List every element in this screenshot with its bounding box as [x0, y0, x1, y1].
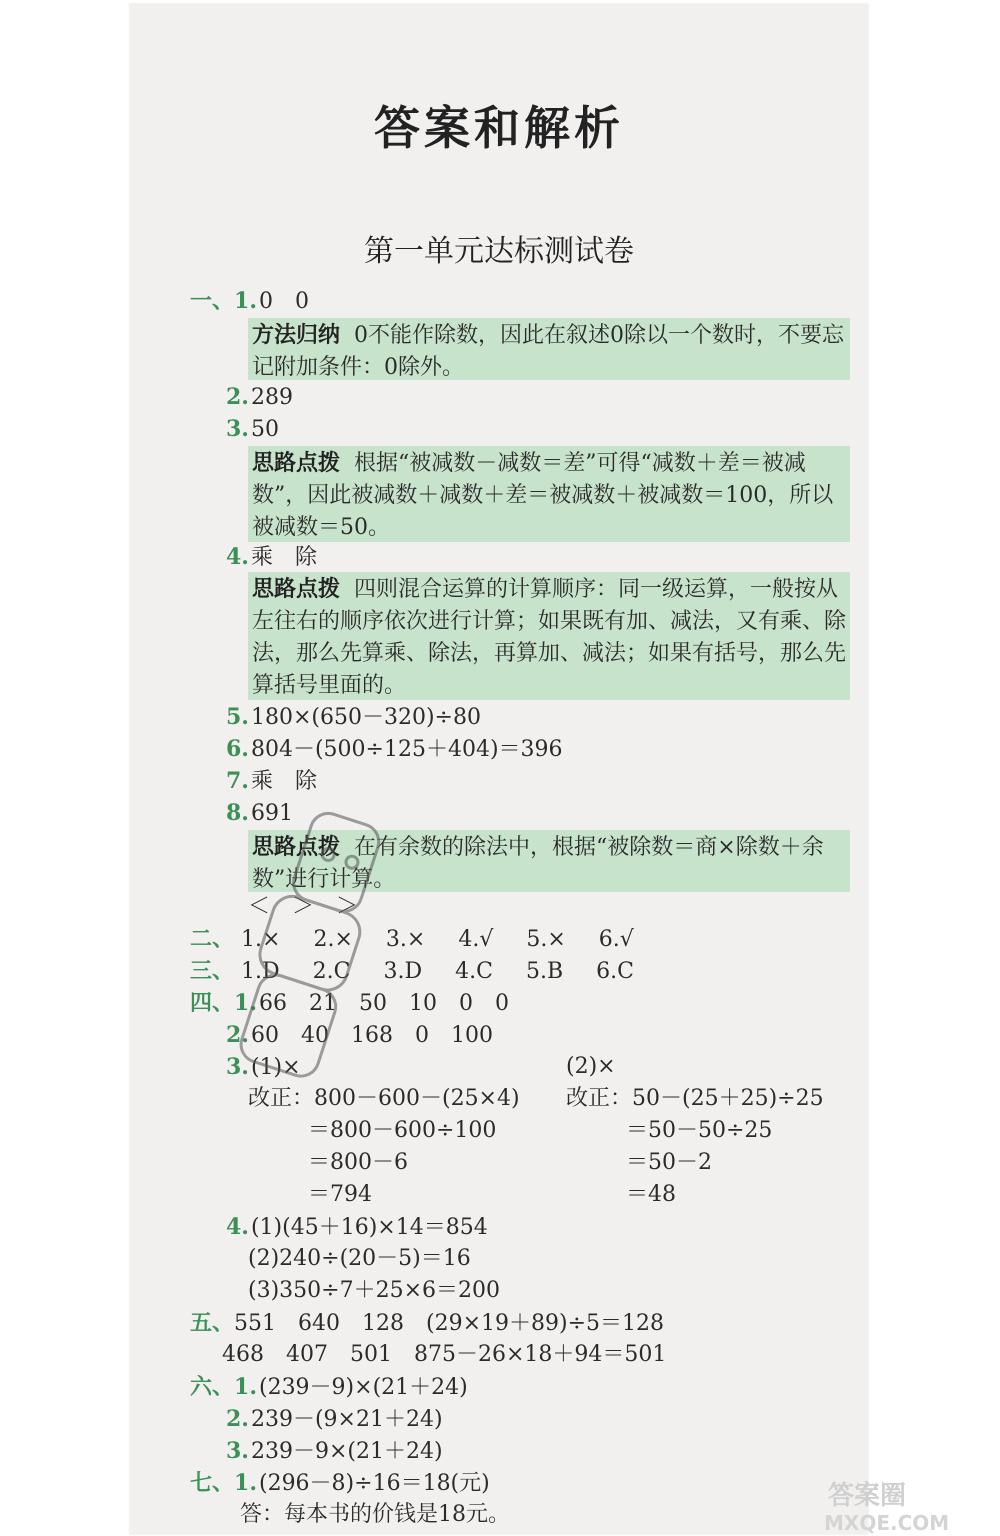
s7-q1-reply: 答：每本书的价钱是18元。 [240, 1502, 510, 1527]
site-logo-icon [820, 1474, 990, 1534]
s1-q5-answer: 180×(650－320)÷80 [250, 705, 481, 730]
s3-item: 4.C [455, 959, 493, 984]
s2-label: 二、 [190, 926, 235, 952]
s1-q8-answer: 691 [250, 801, 293, 826]
s1-q3-answer: 50 [250, 417, 279, 442]
s6-q2 [226, 1404, 443, 1435]
page-title: 答案和解析 [374, 101, 624, 155]
s1-q7-answer: 乘 除 [250, 769, 317, 794]
logo-top-text: 答案圈 [828, 1481, 907, 1511]
answer-page [130, 4, 950, 1534]
s7-q1-num: 1. [234, 1470, 257, 1496]
s4-q3-left-line: ＝800－6 [308, 1150, 408, 1175]
hint-tag-q3: 思路点拨 [252, 451, 341, 476]
s1-q9-answer: ＜ ＞ ＞ [248, 894, 359, 919]
section-title: 第一单元达标测试卷 [364, 234, 634, 269]
s1-q4-num: 4. [226, 544, 249, 570]
s4-q4-line: (3)350÷7＋25×6＝200 [248, 1278, 501, 1303]
s1-q3 [226, 414, 279, 445]
s5-label: 五、 [190, 1310, 235, 1336]
s6-q1-answer: (239－9)×(21＋24) [258, 1375, 468, 1400]
s6-q1-num: 1. [234, 1374, 257, 1400]
s4-q4 [226, 1212, 488, 1243]
s6-q1 [190, 1372, 468, 1403]
s4-q4-line: (2)240÷(20－5)＝16 [248, 1246, 471, 1271]
s6-q3-answer: 239－9×(21＋24) [250, 1439, 443, 1464]
s1-q2-answer: 289 [250, 385, 293, 410]
s7-label: 七、 [190, 1470, 235, 1496]
s1-q4-answer: 乘 除 [250, 545, 317, 570]
s6-q2-num: 2. [226, 1406, 249, 1432]
s1-q1-answer: 0 0 [258, 289, 309, 314]
s3-item: 2.C [312, 959, 351, 984]
s4-q3-right-line: ＝48 [626, 1182, 676, 1207]
s6-q3-num: 3. [226, 1438, 249, 1464]
s4-q3-left-head: (1)× [250, 1055, 301, 1080]
s1-q7-num: 7. [226, 768, 249, 794]
logo-url-text: MXQE.COM [824, 1511, 950, 1534]
method-note-tag: 方法归纳 [252, 323, 341, 348]
s4-q3-left-line: ＝800－600÷100 [308, 1118, 497, 1143]
s3-item: 3.D [383, 959, 423, 984]
s3-item: 6.C [596, 959, 634, 984]
s3-label: 三、 [190, 958, 235, 984]
s2-item: 6.√ [598, 927, 634, 952]
s1-q6-num: 6. [226, 736, 249, 762]
s5-line [190, 1308, 664, 1339]
s1-q6-answer: 804－(500÷125＋404)＝396 [250, 737, 563, 762]
s4-q3-left-line: ＝794 [308, 1182, 372, 1207]
s4-q1-num: 1. [234, 990, 257, 1016]
s1-q1-num: 1. [234, 288, 257, 314]
s4-q2-answer: 60 40 168 0 100 [250, 1023, 493, 1048]
s1-q2 [226, 382, 293, 413]
s1-q6 [226, 734, 563, 765]
s1-q4 [226, 542, 317, 573]
hint-tag-q4: 思路点拨 [252, 577, 341, 602]
s2-item: 2.× [313, 927, 353, 952]
hint-tag-q8: 思路点拨 [252, 835, 341, 860]
method-note-text: 0不能作除数，因此在叙述0除以一个数时，不要忘记附加条件：0除外。 [252, 323, 845, 380]
s4-q3-right-line: 改正：50－(25＋25)÷25 [566, 1086, 824, 1111]
hint-text-q3: 根据“被减数－减数＝差”可得“减数＋差＝被减数”，因此被减数＋减数＋差＝被减数＋被减数＝100，所以被减数＝50。 [252, 451, 834, 540]
s4-q4-line: (1)(45＋16)×14＝854 [250, 1215, 488, 1240]
s3-item: 5.B [525, 959, 564, 984]
s1-q7 [226, 766, 317, 797]
s4-label: 四、 [190, 990, 235, 1016]
s7-q1 [190, 1468, 490, 1499]
s4-q3-right-line: ＝50－2 [626, 1150, 712, 1175]
s6-q2-answer: 239－(9×21＋24) [250, 1407, 443, 1432]
s4-q1-answer: 66 21 50 10 0 0 [258, 991, 509, 1016]
s1-q8-num: 8. [226, 800, 249, 826]
hint-text-q8: 在有余数的除法中，根据“被除数＝商×除数＋余数”进行计算。 [252, 835, 824, 892]
s2-item: 3.× [385, 927, 426, 952]
watermark-stamp-icon [200, 794, 423, 1124]
s4-q3-left-line: 改正：800－600－(25×4) [248, 1086, 520, 1111]
s2-item: 4.√ [458, 927, 494, 952]
s4-q3-right-head: (2)× [566, 1054, 616, 1079]
s1-q3-num: 3. [226, 416, 249, 442]
hint-box-q4 [248, 572, 850, 700]
s4-q2-num: 2. [226, 1022, 249, 1048]
s7-q1-answer: (296－8)÷16＝18(元) [258, 1471, 490, 1496]
s5-line1: 551 640 128 (29×19＋89)÷5＝128 [234, 1311, 664, 1336]
s6-q3 [226, 1436, 443, 1467]
s3-item: 1.D [241, 959, 280, 984]
s2-item: 1.× [241, 927, 281, 952]
s4-q3-num: 3. [226, 1054, 249, 1080]
hint-text-q4: 四则混合运算的计算顺序：同一级运算，一般按从左往右的顺序依次进行计算；如果既有加、减法，又有乘、除法，那么先算乘、除法，再算加、减法；如果有括号，那么先算括号里面的。 [252, 577, 847, 698]
s1-q2-num: 2. [226, 384, 249, 410]
s1-label: 一、 [190, 288, 235, 314]
s1-q1 [190, 286, 309, 317]
s1-q5 [226, 702, 481, 733]
s4-q4-num: 4. [226, 1214, 249, 1240]
s1-q5-num: 5. [226, 704, 249, 730]
s2-item: 5.× [526, 927, 566, 952]
hint-box-q3 [248, 446, 850, 542]
s6-label: 六、 [190, 1374, 235, 1400]
method-note-box [248, 318, 850, 380]
s4-q3-right-line: ＝50－50÷25 [626, 1118, 773, 1143]
s5-line2: 468 407 501 875－26×18＋94＝501 [222, 1342, 667, 1367]
